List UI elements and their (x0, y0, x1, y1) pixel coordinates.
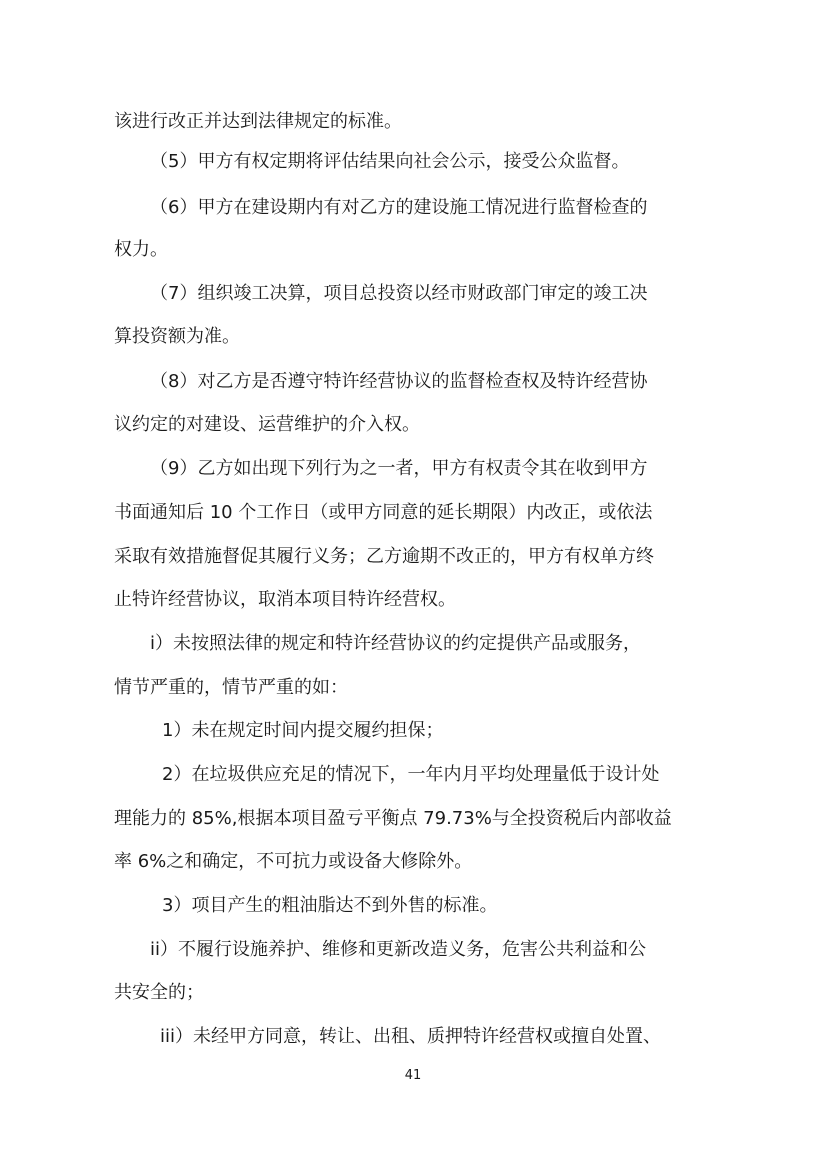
page-number: 41 (404, 1068, 422, 1083)
text-line: 共安全的； (114, 982, 204, 1003)
text-line: 议约定的对建设、运营维护的介入权。 (114, 414, 420, 435)
text-line: 2）在垃圾供应充足的情况下，一年内月平均处理量低于设计处 (162, 764, 660, 785)
text-line: ii）不履行设施养护、维修和更新改造义务，危害公共利益和公 (150, 939, 646, 960)
text-line: 止特许经营协议，取消本项目特许经营权。 (114, 589, 456, 610)
text-line: i）未按照法律的规定和特许经营协议的约定提供产品或服务， (150, 633, 641, 654)
text-line: 率 6%之和确定，不可抗力或设备大修除外。 (114, 851, 473, 872)
text-line: （5）甲方有权定期将评估结果向社会公示，接受公众监督。 (150, 151, 630, 172)
text-line: （6）甲方在建设期内有对乙方的建设施工情况进行监督检查的 (150, 197, 648, 218)
text-line: （7）组织竣工决算，项目总投资以经市财政部门审定的竣工决 (150, 283, 648, 304)
text-line: （9）乙方如出现下列行为之一者，甲方有权责令其在收到甲方 (150, 458, 648, 479)
text-line: 情节严重的，情节严重的如： (114, 677, 348, 698)
text-line: 书面通知后 10 个工作日（或甲方同意的延长期限）内改正，或依法 (114, 502, 653, 523)
text-line: 权力。 (114, 239, 168, 260)
text-line: 采取有效措施督促其履行义务；乙方逾期不改正的，甲方有权单方终 (114, 546, 654, 567)
text-line: 算投资额为准。 (114, 326, 240, 347)
text-line: 1）未在规定时间内提交履约担保； (162, 720, 444, 741)
text-line: 理能力的 85%,根据本项目盈亏平衡点 79.73%与全投资税后内部收益 (114, 808, 672, 829)
text-line: iii）未经甲方同意，转让、出租、质押特许经营权或擅自处置、 (160, 1026, 662, 1047)
text-line: 该进行改正并达到法律规定的标准。 (114, 111, 402, 132)
text-line: 3）项目产生的粗油脂达不到外售的标准。 (162, 895, 498, 916)
text-line: （8）对乙方是否遵守特许经营协议的监督检查权及特许经营协 (150, 371, 648, 392)
